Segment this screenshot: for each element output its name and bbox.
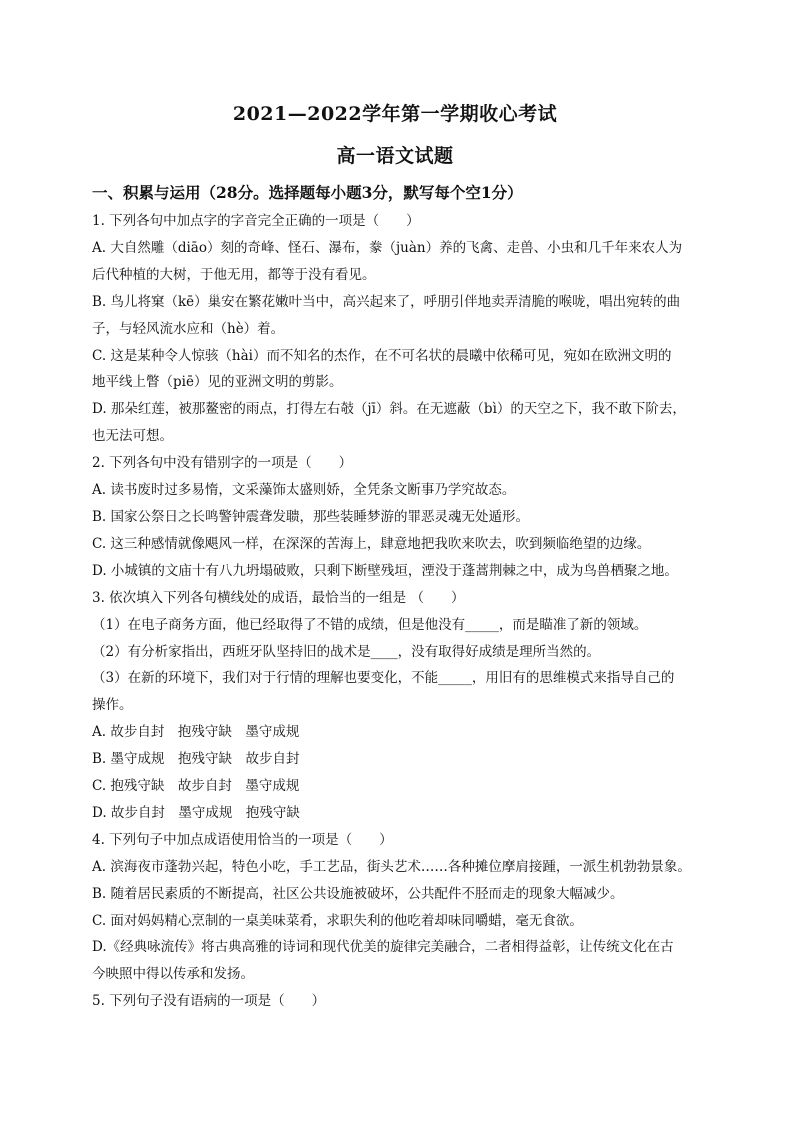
option-c: C. 面对妈妈精心烹制的一桌美味菜肴，求职失利的他吃着却味同嚼蜡，毫无食欲。 <box>92 912 583 929</box>
question-stem: 3. 依次填入下列各句横线处的成语，最恰当的一组是 （ ） <box>92 589 465 606</box>
option-c: C. 这是某种令人惊骇（hài）而不知名的杰作，在不可名状的晨曦中依稀可见，宛如在欧洲文明的 <box>92 347 672 364</box>
option-c: C. 抱残守缺 故步自封 墨守成规 <box>92 778 300 795</box>
option-b-cont: 子，与轻风流水应和（hè）着。 <box>92 320 285 337</box>
option-d-cont: 也无法可想。 <box>92 428 173 445</box>
option-c-cont: 地平线上瞥（piē）见的亚洲文明的剪影。 <box>92 374 343 391</box>
question-1 <box>92 208 698 450</box>
option-b: B. 鸟儿将窠（kē）巢安在繁花嫩叶当中，高兴起来了，呼朋引伴地卖弄清脆的喉咙，唱出宛转的曲 <box>92 293 681 310</box>
sentence-3: （3）在新的环境下，我们对于行情的理解也要变化，不能_____，用旧有的思维模式来指导自己的 <box>92 670 675 687</box>
question-4 <box>92 827 698 988</box>
sentence-3-cont: 操作。 <box>92 697 133 714</box>
option-c: C. 这三种感情就像飓风一样，在深深的苦海上，肆意地把我吹来吹去，吹到频临绝望的边缘。 <box>92 535 651 552</box>
option-b: B. 国家公祭日之长鸣警钟震聋发聩，那些装睡梦游的罪恶灵魂无处遁形。 <box>92 508 530 525</box>
option-a: A. 读书废时过多易惰，文采藻饰太盛则娇，全凭条文断事乃学究故态。 <box>92 482 516 499</box>
option-b: B. 随着居民素质的不断提高，社区公共设施被破坏，公共配件不胫而走的现象大幅减少。 <box>92 885 624 902</box>
option-d: D. 那朵红莲，被那鳌密的雨点，打得左右攲（jī）斜。在无遮蔽（bì）的天空之下，我不敢下阶去， <box>92 401 686 418</box>
option-a: A. 故步自封 抱残守缺 墨守成规 <box>92 724 300 741</box>
question-2 <box>92 450 698 585</box>
question-3 <box>92 585 698 827</box>
option-a: A. 滨海夜市蓬勃兴起，特色小吃，手工艺品，街头艺术……各种摊位摩肩接踵，一派生机勃勃景象。 <box>92 858 691 875</box>
question-stem: 2. 下列各句中没有错别字的一项是（ ） <box>92 455 353 472</box>
option-d-cont: 今映照中得以传承和发扬。 <box>92 966 254 983</box>
sentence-1: （1）在电子商务方面，他已经取得了不错的成绩，但是他没有_____，而是瞄准了新的领域。 <box>92 616 648 633</box>
section-heading: 一、积累与运用（28分。选择题每小题3分，默写每个空1分） <box>92 183 523 202</box>
option-d: D. 小城镇的文庙十有八九坍塌破败，只剩下断壁残垣，湮没于蓬蒿荆棘之中，成为鸟兽栖聚之地。 <box>92 562 678 579</box>
question-stem: 5. 下列句子没有语病的一项是（ ） <box>92 993 326 1010</box>
option-b: B. 墨守成规 抱残守缺 故步自封 <box>92 751 300 768</box>
option-a: A. 大自然雕（diāo）刻的奇峰、怪石、瀑布，豢（juàn）养的飞禽、走兽、小虫和几千年来农人为 <box>92 239 683 256</box>
exam-title: 2021—2022学年第一学期收心考试 <box>232 103 558 125</box>
question-stem: 4. 下列句子中加点成语使用恰当的一项是（ ） <box>92 831 393 848</box>
option-d: D. 故步自封 墨守成规 抱残守缺 <box>92 804 300 821</box>
paper-title: 高一语文试题 <box>336 145 454 167</box>
option-a-cont: 后代种植的大树，于他无用，都等于没有看见。 <box>92 266 376 283</box>
sentence-2: （2）有分析家指出，西班牙队坚持旧的战术是____，没有取得好成绩是理所当然的。 <box>92 643 601 660</box>
option-d: D.《经典咏流传》将古典高雅的诗词和现代优美的旋律完美融合，二者相得益彰，让传统文化在古 <box>92 939 674 956</box>
question-stem: 1. 下列各句中加点字的字音完全正确的一项是（ ） <box>92 213 420 229</box>
question-5 <box>92 988 698 1015</box>
